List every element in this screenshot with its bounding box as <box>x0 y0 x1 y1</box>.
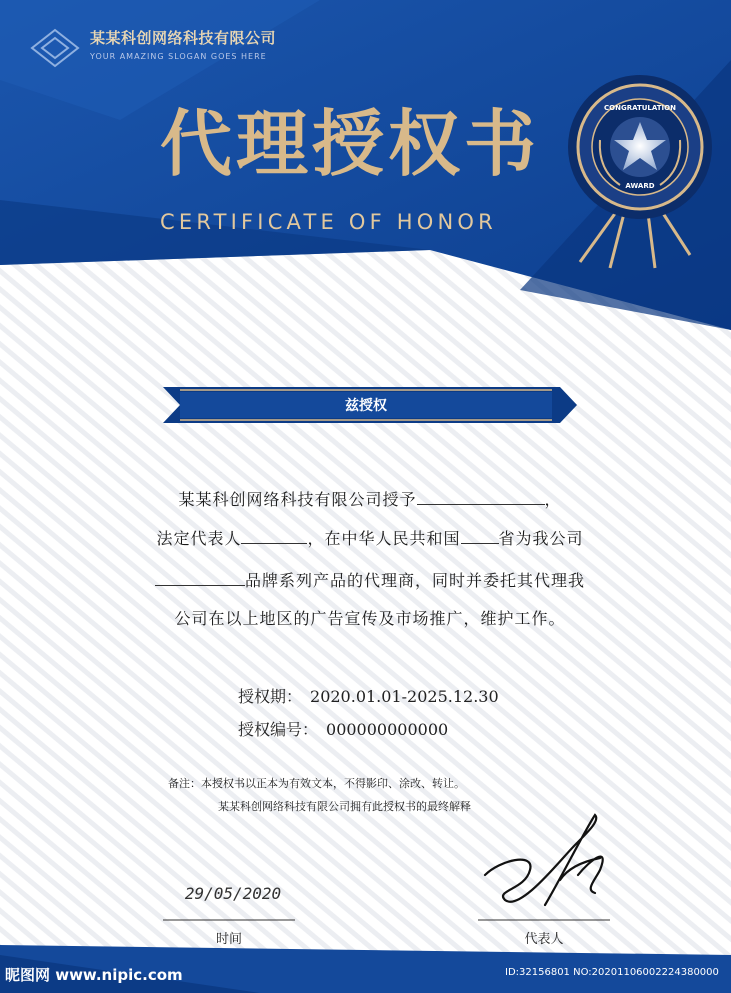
scope-text: 公司在以上地区的广告宣传及市场推广，维护工作。 <box>174 609 566 628</box>
period-value: 2020.01.01-2025.12.30 <box>310 687 499 706</box>
sign-date: 29/05/2020 <box>184 884 282 903</box>
number-label: 授权编号： <box>238 720 319 739</box>
note-2: 某某科创网络科技有限公司拥有此授权书的最终解释 <box>218 800 471 813</box>
brand-text: 品牌系列产品的代理商，同时并委托其代理我 <box>244 571 585 590</box>
number-value: 000000000000 <box>326 720 449 739</box>
body-line-2 <box>100 526 640 549</box>
brand-blank <box>155 573 245 586</box>
date-label: 时间 <box>215 932 242 947</box>
note-1: 备注：本授权书以正本为有效文本，不得影印、涂改、转让。 <box>168 777 465 790</box>
number-row <box>238 717 448 740</box>
ribbon-label: 兹授权 <box>345 398 387 414</box>
certificate-subtitle: CERTIFICATE OF HONOR <box>160 210 497 234</box>
badge-top-text: CONGRATULATION <box>604 104 676 112</box>
badge-bottom-text: AWARD <box>625 182 655 190</box>
company-name: 某某科创网络科技有限公司 <box>90 29 277 47</box>
body-line-3 <box>100 568 640 591</box>
province-text: 省为我公司 <box>498 529 584 548</box>
period-label: 授权期： <box>238 687 303 706</box>
representative-label: 代表人 <box>524 932 564 947</box>
body-line-4 <box>100 606 640 629</box>
slogan: YOUR AMAZING SLOGAN GOES HERE <box>90 52 267 61</box>
grantee-blank <box>417 492 545 505</box>
body-line-1-end: ， <box>544 490 562 509</box>
province-blank <box>461 531 499 544</box>
body-line-1 <box>100 487 640 510</box>
country-text: ，在中华人民共和国 <box>307 529 461 548</box>
watermark-site: 昵图网 www.nipic.com <box>5 966 183 984</box>
grantor-text: 某某科创网络科技有限公司授予 <box>178 490 417 509</box>
legal-rep-label: 法定代表人 <box>156 529 242 548</box>
legal-rep-blank <box>241 531 307 544</box>
watermark-id: ID:32156801 NO:20201106002224380000 <box>505 967 719 978</box>
period-row <box>238 684 499 707</box>
certificate-title: 代理授权书 <box>160 102 541 186</box>
